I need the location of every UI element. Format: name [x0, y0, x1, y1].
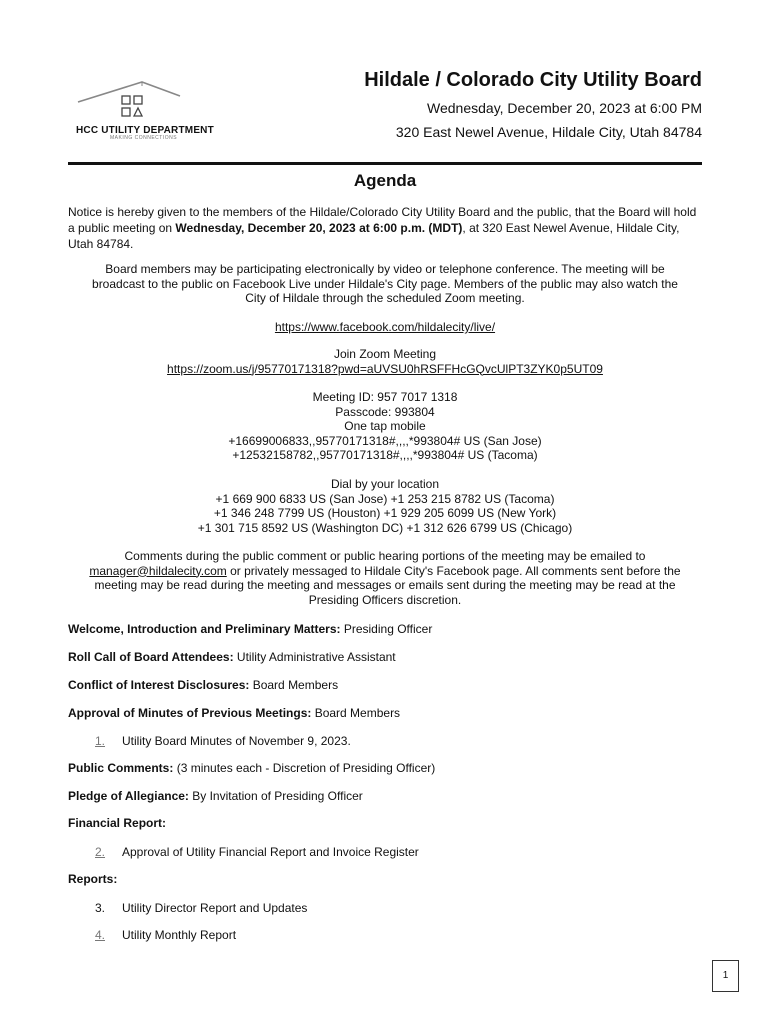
zoom-tap-number: +16699006833,,95770171318#,,,,*993804# US (San Jose) — [228, 433, 542, 448]
agenda-sub-item-4 — [95, 928, 236, 942]
agenda-sub-item-number[interactable]: 4. — [95, 928, 106, 942]
facebook-live-link[interactable]: https://www.facebook.com/hildalecity/live/ — [274, 320, 496, 334]
electronic-participation-paragraph — [68, 262, 702, 306]
agenda-item-public-comments — [68, 761, 708, 775]
agenda-sub-item-number: 3. — [95, 901, 106, 915]
zoom-meeting-id: Meeting ID: 957 7017 1318 — [312, 390, 458, 404]
agenda-item-roll-call — [68, 650, 708, 664]
agenda-item-label: Public Comments: — [68, 761, 174, 775]
agenda-item-text: Presiding Officer — [340, 622, 433, 636]
agenda-item-conflict-of-interest — [68, 678, 708, 692]
zoom-heading: Join Zoom Meeting — [333, 347, 437, 361]
agenda-sub-item-text: Utility Monthly Report — [122, 928, 237, 942]
agenda-item-reports — [68, 872, 708, 886]
agenda-item-text: (3 minutes each - Discretion of Presiding Officer) — [173, 761, 436, 775]
page-title: Hildale / Colorado City Utility Board — [364, 69, 702, 91]
comments-line: meeting may be read during the meeting and messages or emails sent during the meeting may be read at the — [94, 578, 676, 592]
logo-department-text: HCC UTILITY DEPARTMENT — [76, 125, 214, 136]
zoom-block — [68, 347, 702, 376]
notice-text-bold: Wednesday, December 20, 2023 at 6:00 p.m. (MDT) — [175, 221, 463, 235]
zoom-dial-numbers: +1 301 715 8592 US (Washington DC) +1 312 626 6799 US (Chicago) — [197, 520, 573, 535]
agenda-sub-item-text: Utility Director Report and Updates — [122, 901, 308, 915]
facebook-link-block — [68, 320, 702, 335]
header-divider — [68, 162, 702, 165]
agenda-sub-item-text: Utility Board Minutes of November 9, 2023. — [122, 734, 351, 748]
agenda-sub-item-3 — [95, 901, 307, 915]
agenda-heading: Agenda — [353, 171, 417, 190]
notice-text-post: , at 320 East Newel Avenue, Hildale City, Utah 84784. — [68, 221, 680, 251]
agenda-item-label: Welcome, Introduction and Preliminary Matters: — [68, 622, 341, 636]
agenda-item-text: By Invitation of Presiding Officer — [188, 789, 363, 803]
agenda-item-label: Financial Report: — [68, 816, 167, 830]
notice-paragraph — [68, 204, 704, 252]
electronic-line: broadcast to the public on Facebook Live under Hildale's City page. Members of the public may also watch the — [92, 276, 678, 291]
manager-email-link[interactable]: manager@hildalecity.com — [89, 563, 227, 578]
comments-line: Presiding Officers discretion. — [308, 592, 462, 607]
zoom-one-tap-heading: One tap mobile — [344, 419, 426, 433]
electronic-line: Board members may be participating electronically by video or telephone conference. The meeting will be — [105, 262, 665, 276]
agenda-item-text: Board Members — [311, 706, 401, 720]
agenda-item-label: Reports: — [68, 872, 118, 886]
agenda-item-text: Board Members — [249, 678, 339, 692]
notice-text-pre: Notice is hereby given to the members of the Hildale/Colorado City Utility Board and the public, that the Board will hold a public meeting on — [68, 205, 697, 235]
electronic-line: City of Hildale through the scheduled Zoom meeting. — [245, 291, 525, 305]
agenda-sub-item-text: Approval of Utility Financial Report and Invoice Register — [122, 845, 419, 859]
zoom-dial-numbers: +1 669 900 6833 US (San Jose) +1 253 215 8782 US (Tacoma) — [215, 491, 555, 506]
zoom-dial-heading: Dial by your location — [330, 477, 440, 491]
zoom-dial-numbers: +1 346 248 7799 US (Houston) +1 929 205 6099 US (New York) — [213, 506, 557, 520]
agenda-item-approval-of-minutes — [68, 706, 708, 720]
comments-line: or privately messaged to Hildale City's Facebook page. All comments sent before the — [226, 563, 681, 578]
agenda-sub-item-2 — [95, 845, 419, 859]
agenda-item-text: Utility Administrative Assistant — [233, 650, 396, 664]
agenda-sub-item-number[interactable]: 1. — [95, 734, 106, 748]
zoom-dial-block — [68, 477, 702, 535]
zoom-meeting-link[interactable]: https://zoom.us/j/95770171318?pwd=aUVSU0hRSFFHcGQvcUlPT3ZYK0p5UT09 — [167, 361, 603, 376]
agenda-item-financial-report — [68, 816, 708, 830]
page-number-box: 1 — [712, 960, 739, 992]
zoom-passcode: Passcode: 993804 — [335, 404, 435, 419]
agenda-item-pledge — [68, 789, 708, 803]
comments-paragraph — [68, 549, 702, 607]
agenda-item-label: Conflict of Interest Disclosures: — [68, 678, 250, 692]
meeting-address: 320 East Newel Avenue, Hildale City, Utah 84784 — [395, 124, 702, 140]
agenda-item-welcome — [68, 622, 708, 636]
agenda-item-label: Pledge of Allegiance: — [68, 789, 189, 803]
agenda-sub-item-1 — [95, 734, 351, 748]
agenda-sub-item-number[interactable]: 2. — [95, 845, 106, 859]
zoom-details-block — [68, 390, 702, 463]
comments-line: Comments during the public comment or public hearing portions of the meeting may be emailed to — [124, 549, 646, 563]
zoom-tap-number: +12532158782,,95770171318#,,,,*993804# US (Tacoma) — [232, 448, 538, 462]
agenda-item-label: Roll Call of Board Attendees: — [68, 650, 234, 664]
meeting-datetime: Wednesday, December 20, 2023 at 6:00 PM — [427, 100, 702, 116]
logo-tagline: MAKING CONNECTIONS — [110, 135, 178, 141]
agenda-item-label: Approval of Minutes of Previous Meetings: — [68, 706, 312, 720]
